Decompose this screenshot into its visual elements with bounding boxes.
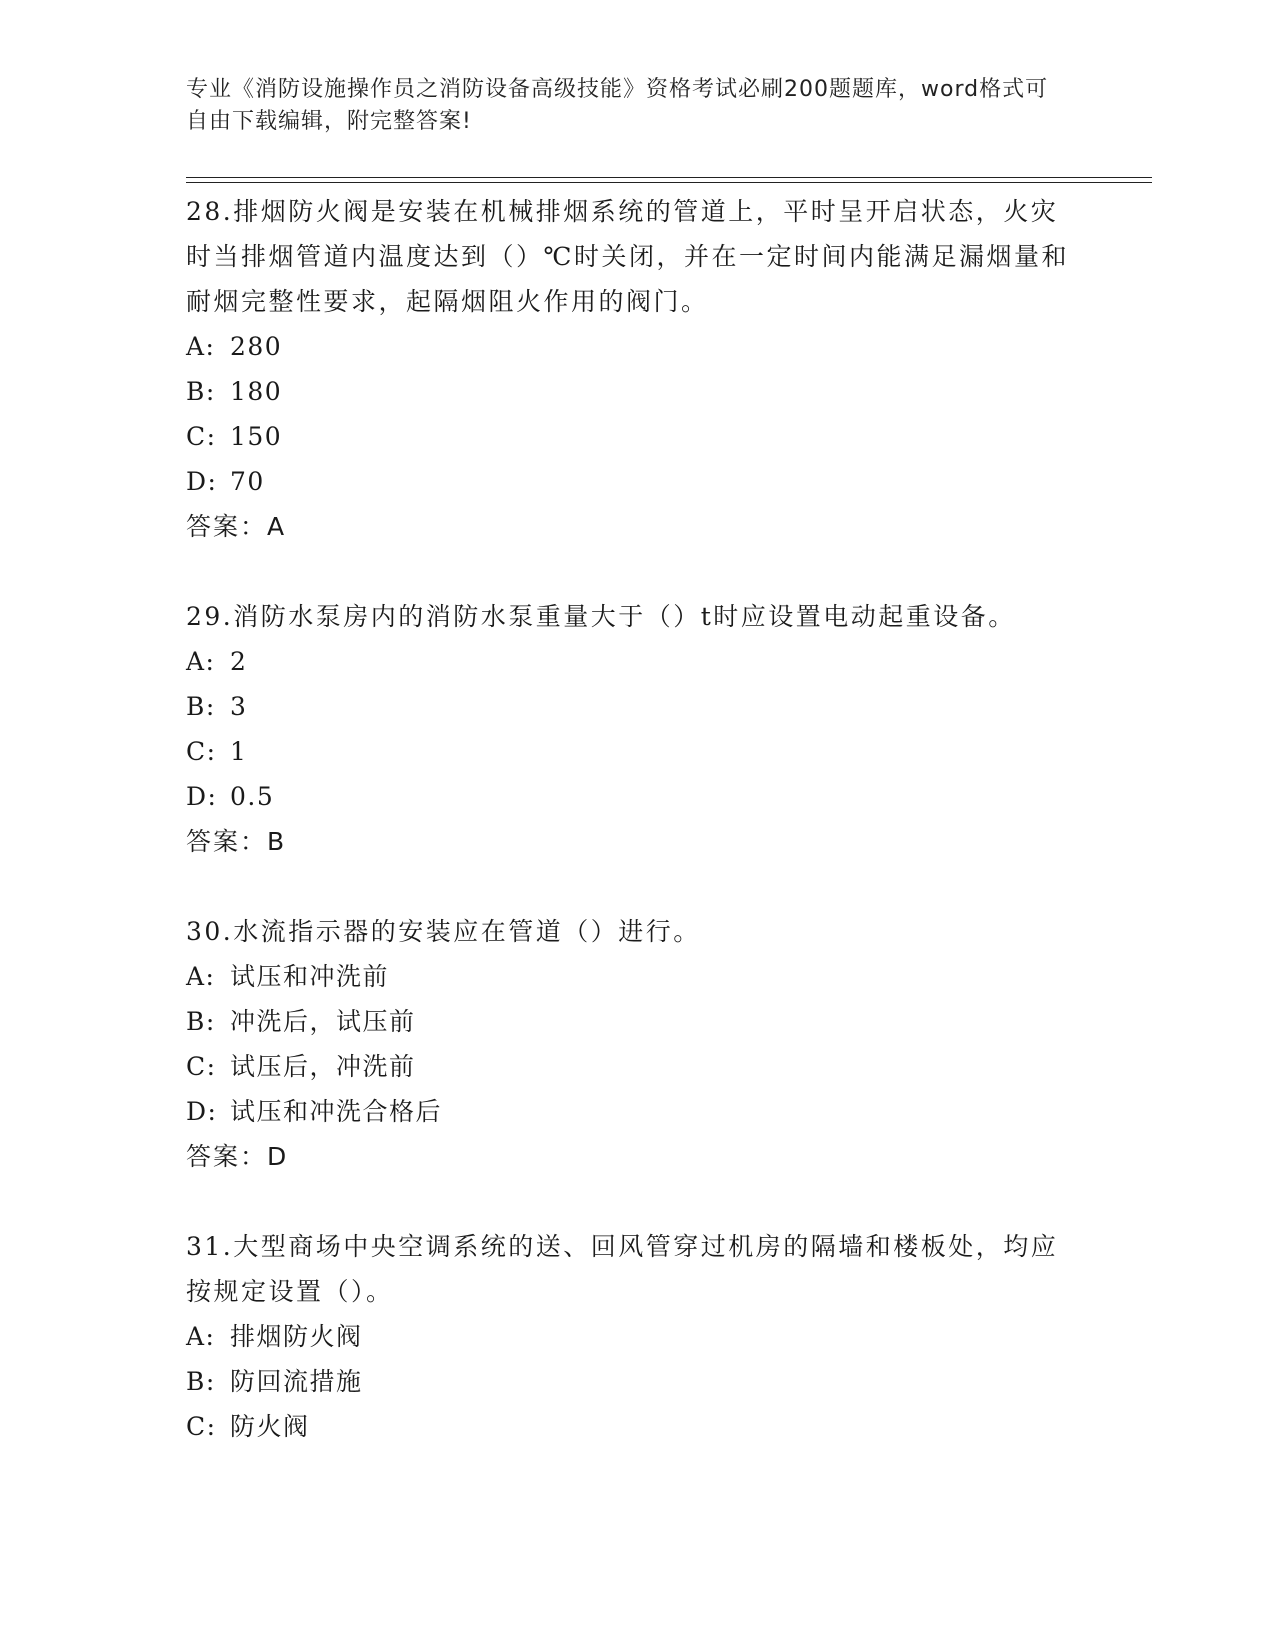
question-29 [186, 594, 1076, 864]
option-text: 1 [230, 737, 248, 766]
option-letter: B: [186, 1007, 216, 1036]
option-text: 试压和冲洗前 [230, 962, 390, 991]
question-spacer [186, 864, 1076, 909]
question-stem: 30.水流指示器的安装应在管道（）进行。 [186, 917, 701, 946]
option-a [186, 639, 1076, 684]
answer-line: 答案：A [186, 512, 287, 541]
option-text: 2 [230, 647, 248, 676]
option-a [186, 324, 1076, 369]
option-letter: D: [186, 1097, 218, 1126]
question-stem: 31.大型商场中央空调系统的送、回风管穿过机房的隔墙和楼板处，均应按规定设置（）。 [186, 1232, 1059, 1306]
option-letter: C: [186, 1412, 217, 1441]
option-letter: C: [186, 422, 217, 451]
header-rule-bottom [186, 182, 1152, 183]
answer-line: 答案：D [186, 1142, 289, 1171]
option-text: 280 [230, 332, 283, 361]
question-31 [186, 1224, 1076, 1449]
option-letter: B: [186, 692, 216, 721]
option-letter: B: [186, 377, 216, 406]
option-text: 排烟防火阀 [230, 1322, 363, 1351]
option-letter: C: [186, 1052, 217, 1081]
question-list [186, 189, 1076, 1449]
option-d [186, 774, 1076, 819]
option-a [186, 1314, 1076, 1359]
option-text: 150 [230, 422, 283, 451]
option-letter: A: [186, 332, 216, 361]
option-letter: A: [186, 962, 216, 991]
question-spacer [186, 549, 1076, 594]
question-30 [186, 909, 1076, 1179]
option-d [186, 1089, 1076, 1134]
option-text: 试压和冲洗合格后 [230, 1097, 443, 1126]
option-text: 防回流措施 [230, 1367, 363, 1396]
option-b [186, 999, 1076, 1044]
option-letter: C: [186, 737, 217, 766]
option-text: 防火阀 [230, 1412, 310, 1441]
option-text: 0.5 [230, 782, 275, 811]
option-text: 70 [230, 467, 265, 496]
question-spacer [186, 1179, 1076, 1224]
option-text: 180 [230, 377, 283, 406]
option-b [186, 684, 1076, 729]
option-letter: D: [186, 467, 218, 496]
answer-line: 答案：B [186, 827, 287, 856]
option-text: 3 [230, 692, 248, 721]
option-letter: B: [186, 1367, 216, 1396]
option-a [186, 954, 1076, 999]
question-stem: 28.排烟防火阀是安装在机械排烟系统的管道上，平时呈开启状态，火灾时当排烟管道内温度达到（）℃时关闭，并在一定时间内能满足漏烟量和耐烟完整性要求，起隔烟阻火作用的阀门。 [186, 197, 1069, 316]
question-28 [186, 189, 1076, 549]
document-header: 专业《消防设施操作员之消防设备高级技能》资格考试必刷200题题库，word格式可自由下载编辑，附完整答案! [186, 77, 1049, 134]
option-letter: A: [186, 647, 216, 676]
option-c [186, 1404, 1076, 1449]
header-rule-top [186, 177, 1152, 178]
option-b [186, 369, 1076, 414]
option-c [186, 414, 1076, 459]
option-b [186, 1359, 1076, 1404]
option-letter: D: [186, 782, 218, 811]
question-stem: 29.消防水泵房内的消防水泵重量大于（）t时应设置电动起重设备。 [186, 602, 1016, 631]
option-c [186, 729, 1076, 774]
option-c [186, 1044, 1076, 1089]
option-text: 试压后，冲洗前 [230, 1052, 416, 1081]
option-text: 冲洗后，试压前 [230, 1007, 416, 1036]
option-letter: A: [186, 1322, 216, 1351]
option-d [186, 459, 1076, 504]
